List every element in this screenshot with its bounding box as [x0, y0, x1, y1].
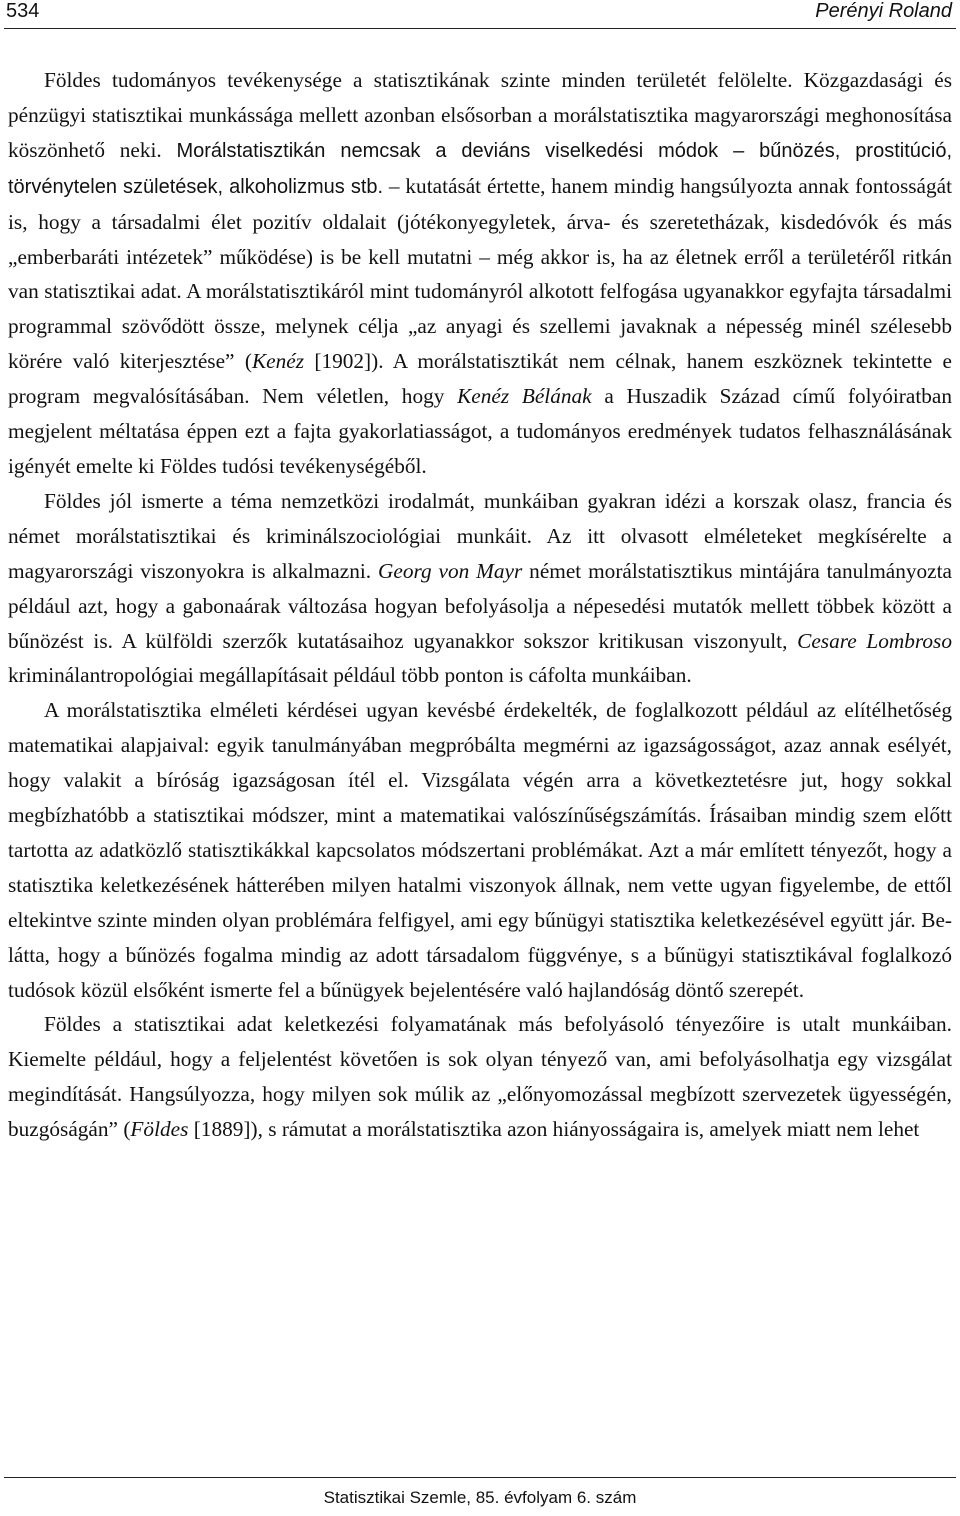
person-name: Kenéz Bélának: [457, 384, 592, 409]
page-footer: Statisztikai Szemle, 85. évfolyam 6. szám: [323, 1488, 637, 1507]
paragraph-2-segment: Földes jól ismerte a téma nemzetközi irodalmát, munkáiban gyakran idézi a korszak olasz, francia és német morálstatisztikai és kriminálszociológiai munkáit. Az itt olvasott elméleteket megkísérelte a magyarországi viszonyokra is alkalmazni.: [8, 488, 952, 583]
running-head-author: Perényi Roland: [815, 0, 952, 22]
paragraph-1-segment: Földes tudományos tevékenysége a statisztikának szinte minden területét felölelte. Közgazdasági és pénzügyi statisztikai munkássága mellett azonban elsősorban a morálstatisztika magyarországi meghonosítása köszönhető neki.: [8, 68, 952, 162]
paragraph-1-segment: – kutatását értette, hanem mindig hangsúlyozta annak fontosságát is, hogy a társadalmi élet pozitív oldalait (jótékonyegyletek, árva- és szeretetházak, kisdedóvók és más „emberbaráti intézetek” működése) is be kell mutatni – még akkor is, ha az életnek erről a területéről ritkán van statisztikai adat. A morálstatisztikáról mint tudományról alkotott felfogása ugyanakkor egyfajta társadalmi programmal szövődött össze, melynek célja „az anyagi és szellemi javaknak a népesség minél szélesebb körére való kiterjesztése” (: [8, 173, 953, 374]
header-rule: [4, 28, 956, 29]
person-name: Georg von Mayr: [377, 558, 523, 583]
paragraph-4: [8, 1007, 952, 1147]
page-number: 534: [6, 0, 40, 22]
citation-author: Kenéz: [251, 349, 304, 374]
paragraph-1-segment: [1902]). A morálstatisztikát nem célnak, hanem eszköznek tekintette e program megvalósításában. Nem véletlen, hogy: [8, 349, 952, 409]
page-header: [0, 0, 960, 30]
paragraph-2: [8, 484, 952, 693]
paragraph-2-segment: kriminálantropológiai megállapításait például több ponton is cáfolta munkáiban.: [8, 663, 692, 688]
paragraph-3: [8, 693, 952, 1007]
paragraph-4-segment: [1889]), s rámutat a morálstatisztika azon hiányosságaira is, amelyek miatt nem lehet: [188, 1117, 920, 1142]
paragraph-1: [8, 63, 952, 484]
citation-author: Földes: [130, 1117, 189, 1142]
body-text: [8, 63, 952, 1147]
paragraph-4-segment: Földes a statisztikai adat keletkezési folyamatának más befolyásoló tényezőire is utalt munkáiban. Kiemelte például, hogy a feljelentést követően is sok olyan tényező van, ami befolyásolhatja egy vizsgálat megindítását. Hangsúlyozza, hogy milyen sok múlik az „előnyomozással megbízott szervezetek ügyességén, buzgóságán” (: [8, 1012, 952, 1142]
paragraph-1-sans-segment: Morálstatisztikán nemcsak a deviáns viselkedési módok – bűnözés, prostitúció, törvénytelen születések, alkoholizmus stb.: [8, 139, 952, 198]
footer-rule: [4, 1477, 956, 1478]
paragraph-3-segment: A morálstatisztika elméleti kérdései ugyan kevésbé érdekelték, de foglalkozott például az elítélhetőség matematikai alapjaival: egyik tanulmányában megpróbálta megmérni az igazságosságot, azaz annak esélyét, hogy valakit a bíróság igazságosan ítél el. Vizsgálata végén arra a következtetésre jut, hogy sokkal megbízhatóbb a statisztikai módszer, mint a matematikai valószínűségszámítás. Írásaiban mindig szem előtt tartotta az adatközlő statisztikákkal kapcsolatos módszertani problémákat. Azt a már említett tényezőt, hogy a statisztika keletkezésének hátterében milyen hatalmi viszonyok állnak, nem vette ugyan figyelembe, de ettől eltekintve szinte minden olyan problémára felfigyel, ami egy bűnügyi statisztika keletkezésével együtt jár. Belátta, hogy a bűnözés fogalma mindig az adott társadalom függvénye, s a bűnügyi statisztikával foglalkozó tudósok közül elsőként ismerte fel a bűnügyek bejelentésére való hajlandóság döntő szerepét.: [8, 698, 952, 1002]
paragraph-1-segment: a Huszadik Század című folyóiratban megjelent méltatása éppen ezt a fajta gyakorlatiasságot, a tudományos eredmények tudatos felhasználásának igényét emelte ki Földes tudósi tevékenységéből.: [8, 384, 952, 478]
paragraph-2-segment: német morálstatisztikus mintájára tanulmányozta például azt, hogy a gabonaárak változása hogyan befolyásolja a népesedési mutatók mellett többek között a bűnözést is. A külföldi szerzők kutatásaihoz ugyanakkor sokszor kritikusan viszonyult,: [8, 558, 952, 653]
person-name: Cesare Lombroso: [797, 628, 952, 653]
